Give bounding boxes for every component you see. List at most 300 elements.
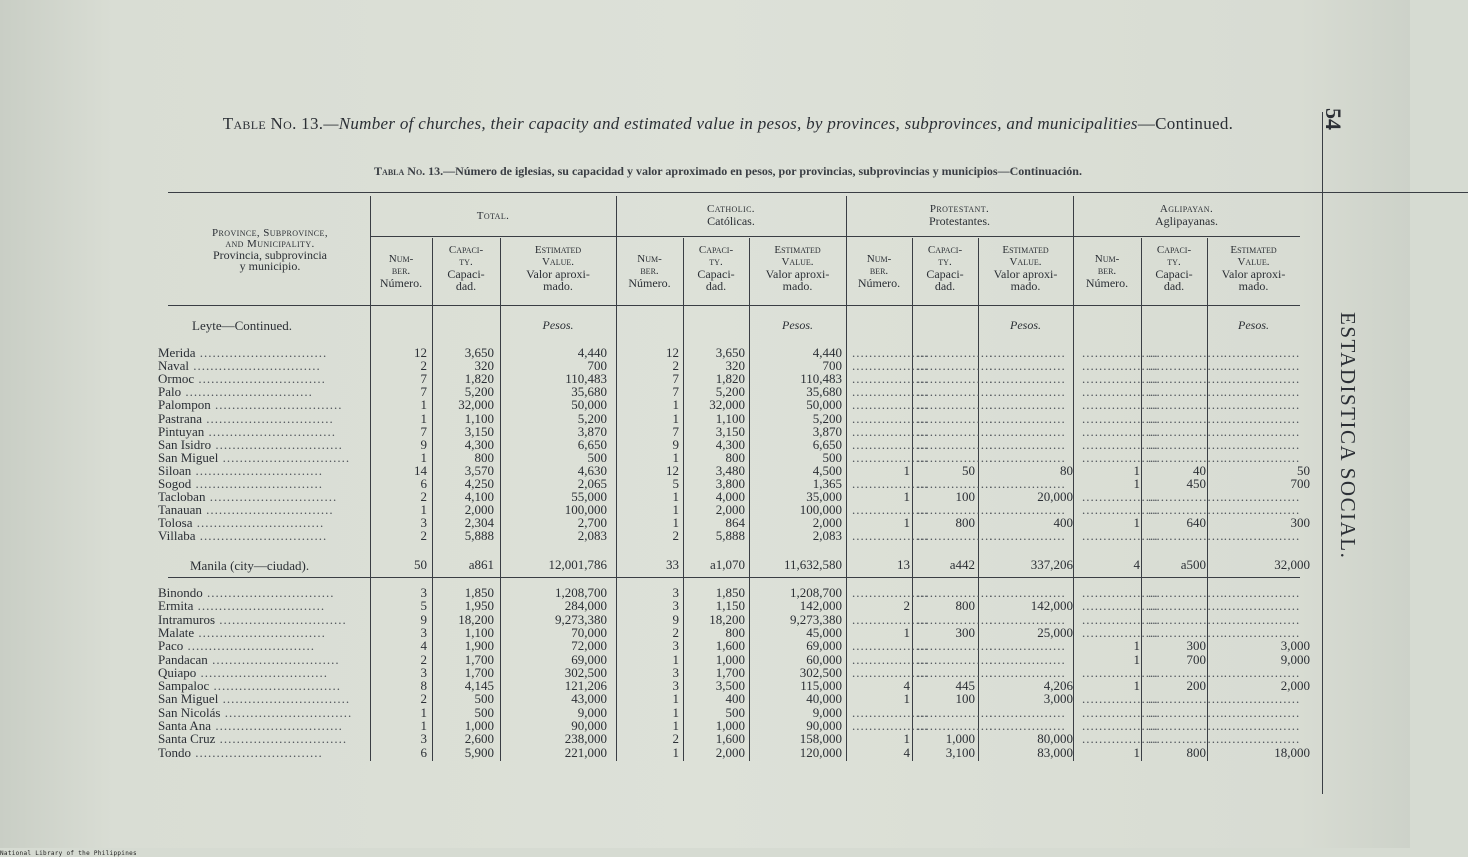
cell-c-value: 302,500 <box>799 664 842 680</box>
municipality-label: Ormoc <box>158 371 195 387</box>
sub-header-line: Num- <box>866 253 892 265</box>
sub-header-line: Num- <box>637 253 662 265</box>
cell-t-capacity: 1,100 <box>464 624 494 640</box>
empty-cell-dots: .................. <box>1148 397 1225 413</box>
leader-dots: .............................. <box>218 449 351 465</box>
cell-a-value: 3,000 <box>1280 638 1310 654</box>
unit-label: Pesos. <box>1010 318 1041 332</box>
empty-cell-dots: .................. <box>1148 528 1225 544</box>
municipality-label: San Miguel <box>158 691 219 707</box>
empty-cell-dots: .................. <box>1148 449 1225 465</box>
cell-t-value: 700 <box>587 358 607 374</box>
cell-t-value: 55,000 <box>571 489 607 505</box>
unit-label: Pesos. <box>782 318 813 332</box>
table-row <box>158 359 1318 372</box>
cell-t-capacity: 3,150 <box>464 423 494 439</box>
cell-c-capacity: 5,888 <box>715 528 745 544</box>
cell-c-number: 1 <box>672 691 679 707</box>
cell-c-number: 1 <box>672 718 679 733</box>
table-row <box>158 346 1318 359</box>
sub-header-capacity <box>432 244 500 292</box>
cell-c-value: 3,870 <box>812 423 842 439</box>
table-row <box>158 516 1318 529</box>
empty-cell-dots: .................. <box>1148 489 1225 505</box>
empty-cell-dots: .................. <box>989 358 1066 374</box>
cell-t-value: 12,001,786 <box>548 557 607 572</box>
cell-p-value: 337,206 <box>1030 557 1073 572</box>
cell-t-number: 3 <box>420 624 427 640</box>
municipality-name <box>158 451 363 464</box>
cell-c-number: 2 <box>672 358 679 374</box>
sub-header-line: Value. <box>1009 256 1042 268</box>
cell-t-value: 69,000 <box>571 651 607 667</box>
table-row <box>158 746 1318 759</box>
table-rule <box>168 192 1468 193</box>
municipality-label: Palo <box>158 384 182 400</box>
empty-cell-dots: .................. <box>1082 731 1159 747</box>
cell-t-capacity: 1,700 <box>464 664 494 680</box>
sub-header-line: Número. <box>1085 276 1129 290</box>
table-row <box>158 666 1318 679</box>
cell-c-value: 5,200 <box>812 410 842 426</box>
cell-t-capacity: 4,300 <box>464 436 494 452</box>
empty-cell-dots: .................. <box>1148 384 1225 400</box>
table-row <box>158 586 1318 599</box>
cell-t-number: 14 <box>414 462 427 478</box>
table-row <box>158 719 1318 732</box>
cell-t-value: 121,206 <box>564 678 607 694</box>
empty-cell-dots: .................. <box>917 718 994 733</box>
empty-cell-dots: .................. <box>989 585 1066 600</box>
sub-header-value <box>978 244 1073 292</box>
sub-header-line: ber. <box>391 265 411 277</box>
cell-p-capacity: 1,000 <box>945 731 975 747</box>
sub-header-capacity <box>683 244 749 292</box>
cell-c-number: 1 <box>672 502 679 518</box>
cell-p-number: 1 <box>903 624 910 640</box>
running-head: ESTADISTICA SOCIAL. <box>1336 312 1360 560</box>
cell-c-value: 60,000 <box>806 651 842 667</box>
cell-c-number: 3 <box>672 585 679 600</box>
cell-t-value: 70,000 <box>571 624 607 640</box>
cell-c-value: 4,440 <box>812 345 842 360</box>
cell-t-capacity: 5,888 <box>464 528 494 544</box>
empty-cell-dots: .................. <box>989 611 1066 627</box>
cell-t-number: 2 <box>420 489 427 505</box>
empty-cell-dots: .................. <box>852 664 929 680</box>
cell-p-value: 25,000 <box>1037 624 1073 640</box>
cell-t-capacity: 1,950 <box>464 598 494 614</box>
municipality-label: Villaba <box>158 528 196 544</box>
cell-c-value: 11,632,580 <box>783 557 842 572</box>
sub-header-line: Estimated <box>534 244 582 256</box>
cell-t-value: 3,870 <box>577 423 607 439</box>
cell-c-capacity: 1,150 <box>715 598 745 614</box>
cell-t-value: 9,000 <box>577 704 607 720</box>
empty-cell-dots: .................. <box>1148 598 1225 614</box>
cell-t-number: 9 <box>420 611 427 627</box>
sub-header-line: mado. <box>782 279 813 293</box>
empty-cell-dots: .................. <box>917 502 994 518</box>
municipality-name <box>158 692 363 705</box>
table-title-prefix: Table No. 13. <box>222 114 324 133</box>
municipality-label: Santa Cruz <box>158 731 216 747</box>
cell-p-capacity: 800 <box>955 598 975 614</box>
municipality-name <box>158 586 363 599</box>
cell-t-number: 50 <box>414 557 427 572</box>
table-row <box>158 372 1318 385</box>
cell-p-value: 80,000 <box>1037 731 1073 747</box>
cell-c-number: 7 <box>672 423 679 439</box>
unit-label: Pesos. <box>542 318 574 332</box>
municipality-name <box>158 529 363 542</box>
table-row <box>158 438 1318 451</box>
cell-a-capacity: 40 <box>1193 462 1206 478</box>
empty-cell-dots: .................. <box>852 436 929 452</box>
leader-dots: .............................. <box>201 502 334 518</box>
empty-cell-dots: .................. <box>989 371 1066 387</box>
cell-c-value: 50,000 <box>806 397 842 413</box>
cell-c-capacity: 1,600 <box>715 731 745 747</box>
right-margin-rule <box>1322 112 1323 794</box>
empty-cell-dots: .................. <box>917 651 994 667</box>
empty-cell-dots: .................. <box>1223 384 1301 400</box>
sub-header-line: Valor aproxi- <box>526 267 590 281</box>
cell-t-value: 284,000 <box>564 598 607 614</box>
cell-a-number: 1 <box>1133 651 1140 667</box>
empty-cell-dots: .................. <box>1082 691 1159 707</box>
empty-cell-dots: .................. <box>989 397 1066 413</box>
cell-c-capacity: 400 <box>725 691 745 707</box>
municipality-name <box>158 438 363 451</box>
sub-header-line: Capaci- <box>698 244 734 256</box>
municipality-label: San Nicolás <box>158 704 221 720</box>
sub-header-line: ty. <box>459 256 473 268</box>
cell-p-value: 80 <box>1060 462 1073 478</box>
empty-cell-dots: .................. <box>1223 410 1301 426</box>
cell-a-capacity: 200 <box>1186 678 1206 694</box>
municipality-label: San Isidro <box>158 436 212 452</box>
empty-cell-dots: .................. <box>917 664 994 680</box>
cell-t-number: 3 <box>420 585 427 600</box>
cell-c-number: 2 <box>672 731 679 747</box>
group-header-t <box>370 210 616 222</box>
municipality-name <box>158 653 363 666</box>
municipality-label: Tondo <box>158 744 192 760</box>
empty-cell-dots: .................. <box>852 345 929 360</box>
leader-dots: .............................. <box>207 651 340 667</box>
sub-header-line: ber. <box>1097 265 1117 277</box>
cell-p-value: 400 <box>1053 515 1073 531</box>
cell-t-capacity: 2,600 <box>464 731 494 747</box>
unit-label: Pesos. <box>1238 318 1269 332</box>
cell-c-capacity: 3,800 <box>715 476 745 491</box>
stub-header-line: and Municipality. <box>225 238 315 250</box>
cell-t-capacity: 2,000 <box>464 502 494 518</box>
cell-p-number: 1 <box>903 691 910 707</box>
page-number: 54 <box>1321 108 1346 130</box>
cell-c-capacity: 3,480 <box>715 462 745 478</box>
empty-cell-dots: .................. <box>917 371 994 387</box>
cell-p-number: 1 <box>903 462 910 478</box>
empty-cell-dots: .................. <box>1082 528 1159 544</box>
cell-p-capacity: 3,100 <box>945 744 975 760</box>
cell-p-number: 1 <box>903 515 910 531</box>
empty-cell-dots: .................. <box>1223 371 1301 387</box>
municipality-label: Merida <box>158 345 196 360</box>
leader-dots: .............................. <box>204 423 336 439</box>
sub-header-line: Capaci- <box>927 244 963 256</box>
empty-cell-dots: .................. <box>1223 624 1301 640</box>
sub-header-line: Estimated <box>1002 244 1049 256</box>
cell-t-capacity: 1,850 <box>464 585 494 600</box>
group-header-line: Aglipayanas. <box>1155 214 1218 228</box>
sub-header-line: Número. <box>628 276 671 290</box>
sub-header-line: dad. <box>705 279 727 293</box>
empty-cell-dots: .................. <box>917 384 994 400</box>
empty-cell-dots: .................. <box>1148 585 1225 600</box>
empty-cell-dots: .................. <box>1082 489 1159 505</box>
sub-header-line: Valor aproxi- <box>1221 267 1286 281</box>
table-row <box>158 477 1318 490</box>
municipality-label: Siloan <box>158 462 192 478</box>
cell-t-capacity: 5,200 <box>464 384 494 400</box>
leader-dots: .............................. <box>191 462 323 478</box>
cell-t-value: 72,000 <box>571 638 607 654</box>
cell-c-capacity: 800 <box>725 449 745 465</box>
cell-p-number: 2 <box>903 598 910 614</box>
cell-t-value: 6,650 <box>577 436 607 452</box>
cell-t-capacity: 1,700 <box>464 651 494 667</box>
municipality-label: Paco <box>158 638 184 654</box>
empty-cell-dots: .................. <box>1223 598 1301 614</box>
cell-a-number: 1 <box>1133 638 1140 654</box>
cell-c-number: 3 <box>672 678 679 694</box>
table-row <box>158 732 1318 745</box>
table-title-suffix: —Continued. <box>1137 114 1234 133</box>
cell-t-capacity: 5,900 <box>464 744 494 760</box>
sub-header-number <box>1073 253 1141 289</box>
empty-cell-dots: .................. <box>989 423 1066 439</box>
cell-c-value: 2,000 <box>812 515 842 531</box>
sub-header-line: Value. <box>541 256 575 268</box>
cell-t-value: 9,273,380 <box>555 611 607 627</box>
empty-cell-dots: .................. <box>852 449 929 465</box>
cell-c-value: 45,000 <box>806 624 842 640</box>
municipality-label: Palompon <box>158 397 211 413</box>
stub-header-line: y municipio. <box>239 259 301 273</box>
cell-c-value: 6,650 <box>812 436 842 452</box>
cell-c-capacity: 2,000 <box>715 502 745 518</box>
sub-header-line: Capaci- <box>447 267 485 281</box>
cell-t-capacity: 1,900 <box>464 638 494 654</box>
cell-p-value: 20,000 <box>1037 489 1073 505</box>
sub-header-line: Valor aproxi- <box>993 267 1058 281</box>
cell-c-value: 90,000 <box>806 718 842 733</box>
cell-t-capacity: 800 <box>474 449 494 465</box>
leader-dots: .............................. <box>215 611 347 627</box>
cell-c-capacity: 500 <box>725 704 745 720</box>
municipality-label: Naval <box>158 358 190 374</box>
empty-cell-dots: .................. <box>852 704 929 720</box>
cell-t-value: 90,000 <box>571 718 607 733</box>
cell-c-number: 3 <box>672 664 679 680</box>
municipality-name <box>158 464 363 477</box>
empty-cell-dots: .................. <box>852 611 929 627</box>
empty-cell-dots: .................. <box>989 502 1066 518</box>
leader-dots: .............................. <box>191 744 323 760</box>
leader-dots: .............................. <box>202 585 335 600</box>
cell-p-capacity: 300 <box>955 624 975 640</box>
table-row <box>158 692 1318 705</box>
municipality-label: Ermita <box>158 598 194 614</box>
table-row <box>158 464 1318 477</box>
cell-c-number: 1 <box>672 449 679 465</box>
municipality-name <box>158 613 363 626</box>
stub-header <box>172 228 368 272</box>
cell-c-capacity: 1,600 <box>715 638 745 654</box>
municipality-label: Tacloban <box>158 489 206 505</box>
empty-cell-dots: .................. <box>852 502 929 518</box>
empty-cell-dots: .................. <box>1223 397 1301 413</box>
cell-t-capacity: 3,650 <box>464 345 494 360</box>
empty-cell-dots: .................. <box>989 449 1066 465</box>
cell-c-value: 120,000 <box>799 744 842 760</box>
cell-t-number: 7 <box>420 384 427 400</box>
empty-cell-dots: .................. <box>1148 691 1225 707</box>
sub-header-line: Value. <box>1237 256 1270 268</box>
cell-a-value: 32,000 <box>1274 557 1310 572</box>
stub-header-line: Province, Subprovince, <box>212 227 328 239</box>
cell-c-value: 35,000 <box>806 489 842 505</box>
empty-cell-dots: .................. <box>1148 371 1225 387</box>
empty-cell-dots: .................. <box>852 358 929 374</box>
cell-c-value: 1,208,700 <box>790 585 842 600</box>
empty-cell-dots: .................. <box>1082 345 1159 360</box>
leader-dots: .............................. <box>209 678 342 694</box>
municipality-label: Malate <box>158 624 195 640</box>
empty-cell-dots: .................. <box>989 384 1066 400</box>
cell-t-number: 7 <box>420 371 427 387</box>
cell-a-value: 9,000 <box>1280 651 1310 667</box>
cell-t-number: 9 <box>420 436 427 452</box>
table-row <box>158 385 1318 398</box>
cell-t-value: 2,065 <box>577 476 607 491</box>
group-header-line: Protestant. <box>929 203 990 215</box>
table-row <box>158 679 1318 692</box>
empty-cell-dots: .................. <box>1082 358 1159 374</box>
cell-a-capacity: 800 <box>1186 744 1206 760</box>
sub-header-number <box>370 253 432 289</box>
municipality-label: Pandacan <box>158 651 208 667</box>
cell-c-capacity: 1,100 <box>715 410 745 426</box>
cell-c-number: 33 <box>666 557 679 572</box>
cell-p-value: 142,000 <box>1030 598 1073 614</box>
municipality-label: Tanauan <box>158 502 202 518</box>
municipality-label: Tolosa <box>158 515 193 531</box>
leader-dots: .............................. <box>202 410 334 426</box>
cell-c-capacity: 5,200 <box>715 384 745 400</box>
municipality-label: Quiapo <box>158 664 197 680</box>
cell-p-number: 1 <box>903 731 910 747</box>
cell-c-number: 12 <box>666 462 679 478</box>
sub-header-line: dad. <box>1163 279 1185 293</box>
empty-cell-dots: .................. <box>989 436 1066 452</box>
cell-t-number: 6 <box>420 476 427 491</box>
cell-t-capacity: 1,000 <box>464 718 494 733</box>
empty-cell-dots: .................. <box>1148 345 1225 360</box>
municipality-name <box>158 599 363 612</box>
empty-cell-dots: .................. <box>917 358 994 374</box>
sub-header-line: Estimated <box>774 244 821 256</box>
empty-cell-dots: .................. <box>1223 489 1301 505</box>
cell-p-number: 13 <box>897 557 910 572</box>
section-leyte: Leyte—Continued. <box>192 318 293 333</box>
table-row <box>158 626 1318 639</box>
cell-t-capacity: 4,250 <box>464 476 494 491</box>
cell-a-value: 50 <box>1297 462 1310 478</box>
cell-t-number: 12 <box>414 345 427 360</box>
cell-c-number: 1 <box>672 651 679 667</box>
group-header-line: Aglipayan. <box>1159 203 1214 215</box>
empty-cell-dots: .................. <box>1148 358 1225 374</box>
cell-c-capacity: 4,000 <box>715 489 745 505</box>
table-title-spanish-prefix: Tabla No. 13. <box>374 164 444 178</box>
empty-cell-dots: .................. <box>1223 731 1301 747</box>
empty-cell-dots: .................. <box>1223 664 1301 680</box>
cell-p-number: 1 <box>903 489 910 505</box>
header-rule <box>370 236 1300 237</box>
cell-c-value: 115,000 <box>800 678 842 694</box>
sub-header-capacity <box>912 244 978 292</box>
sub-header-line: dad. <box>934 279 956 293</box>
empty-cell-dots: .................. <box>1223 436 1301 452</box>
cell-t-capacity: 500 <box>474 691 494 707</box>
cell-t-value: 100,000 <box>564 502 607 518</box>
municipality-name <box>158 666 363 679</box>
empty-cell-dots: .................. <box>1148 423 1225 439</box>
group-header-c <box>616 203 846 227</box>
leader-dots: .............................. <box>205 489 338 505</box>
cell-c-number: 3 <box>672 598 679 614</box>
cell-a-number: 1 <box>1133 678 1140 694</box>
empty-cell-dots: .................. <box>1148 611 1225 627</box>
table-title-spanish-text: —Número de iglesias, su capacidad y valor aproximado en pesos, por provincias, subprovincias y municipios—Continuación. <box>443 164 1082 178</box>
cell-p-number: 4 <box>903 744 910 760</box>
cell-c-capacity: 1,000 <box>715 718 745 733</box>
cell-t-number: 1 <box>420 410 427 426</box>
cell-c-capacity: 3,650 <box>715 345 745 360</box>
cell-p-value: 3,000 <box>1043 691 1073 707</box>
group-header-a <box>1073 203 1300 227</box>
sub-header-line: mado. <box>1010 279 1041 293</box>
cell-t-number: 2 <box>420 691 427 707</box>
empty-cell-dots: .................. <box>917 345 994 360</box>
municipality-name <box>158 359 363 372</box>
empty-cell-dots: .................. <box>852 585 929 600</box>
empty-cell-dots: .................. <box>852 423 929 439</box>
cell-c-value: 2,083 <box>812 528 842 544</box>
cell-t-value: 238,000 <box>564 731 607 747</box>
empty-cell-dots: .................. <box>1082 384 1159 400</box>
cell-t-number: 1 <box>420 397 427 413</box>
municipality-label: Pastrana <box>158 410 203 426</box>
cell-c-number: 1 <box>672 410 679 426</box>
cell-t-number: 3 <box>420 731 427 747</box>
empty-cell-dots: .................. <box>917 704 994 720</box>
cell-a-capacity: 450 <box>1186 476 1206 491</box>
empty-cell-dots: .................. <box>1082 371 1159 387</box>
